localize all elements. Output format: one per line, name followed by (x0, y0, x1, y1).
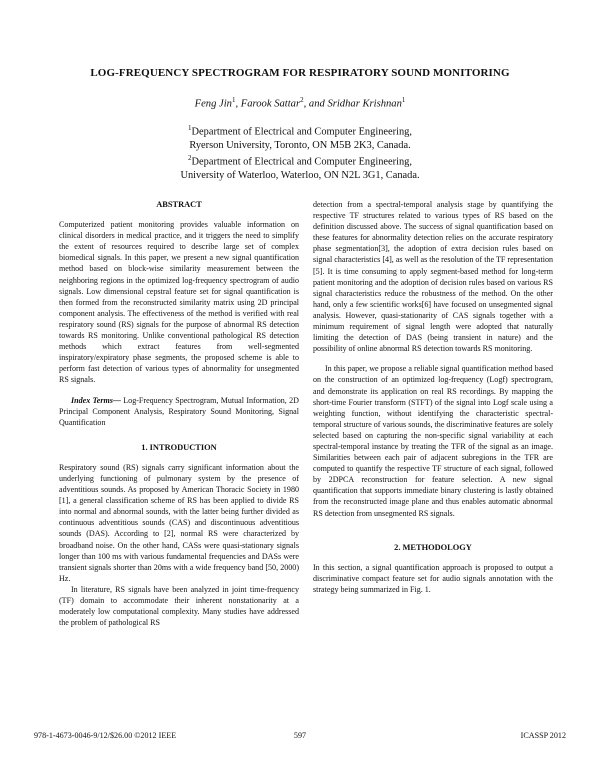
affiliation-block (0, 122, 600, 183)
footer-copyright: 978-1-4673-0046-9/12/$26.00 ©2012 IEEE (34, 731, 177, 740)
author-list (0, 96, 600, 110)
author-affiliation-mark: 1 (231, 96, 236, 104)
intro-paragraph: In literature, RS signals have been analyzed in joint time-frequency (TF) domain to accommodate their inherent nonstationarity at a moderately low computational complexity. Many studies have addressed the problem of pathological RS (59, 584, 299, 628)
affiliation-department: Department of Electrical and Computer Engineering, (191, 156, 412, 168)
methodology-paragraph: In this section, a signal quantification approach is proposed to output a discriminative compact feature set for audio signals annotation with the strategy being summarized in Fig. 1. (313, 562, 553, 594)
author-affiliation-mark: 2 (300, 96, 304, 104)
affiliation-department: Department of Electrical and Computer Engineering, (191, 126, 412, 138)
affiliation-line: University of Waterloo, Waterloo, ON N2L 3G1, Canada. (180, 170, 420, 182)
affiliation-line (0, 152, 600, 169)
author-name: Feng Jin (194, 98, 232, 110)
index-terms (59, 395, 299, 428)
affiliation-mark: 1 (188, 124, 192, 132)
body-paragraph: In this paper, we propose a reliable signal quantification method based on the construction of an optimized log-frequency (Logf) spectrogram, and demonstrate its application on real RS recordings. By mapping the short-time Fourier transform (STFT) of the signal into Logf scale using a weighting function, without identifying the characteristic spectral-temporal structure of various sounds, the discriminative features are solely selected based on capturing the non-specific signal variability at each spectral-temporal instance by treating the TFR of the signal as an image. Similarities between each pair of adjacent subregions in the TFR are computed to quantify the respective TF structure of each signal, followed by 2DPCA reconstruction for feature selection. A new signal quantification that supports immediate binary clustering is lastly obtained from the reconstructed image plane and thus enables automatic abnormal RS detection from unsegmented RS signals. (313, 364, 553, 518)
right-column (313, 199, 553, 595)
affiliation-line (0, 122, 600, 139)
author-separator: , and (303, 98, 328, 110)
author-name: Farook Sattar (240, 98, 301, 110)
body-paragraph: detection from a spectral-temporal analysis stage by quantifying the respective TF structures related to various types of RS based on the definition discussed above. The success of signal quantification based on these features for abnormality detection relies on the accurate respiratory phase segmentation[3], the adoption of extra decision rules based on signal characteristics [4], as well as the resolution of the TF representation [5]. It is time consuming to apply segment-based method for long-term patient monitoring and the adoption of decision rules based on various RS signal characteristics reduce the robustness of the method. On the other hand, only a few scientific works[6] have focused on unsegmented signal analysis. However, quasi-stationarity of CAS signals together with a minimum requirement of signal length were adopted that naturally limiting the detection of DAS (being transient in nature) and the possibility of online abnormal RS detection towards RS monitoring. (313, 200, 553, 354)
abstract-heading: ABSTRACT (156, 200, 202, 209)
abstract-text: Computerized patient monitoring provides valuable information on clinical disorders in medical practice, and it triggers the need to simplify the extent of resources required to describe large set of complex biomedical signals. In this paper, we present a new signal quantification method based on block-wise similarity measurement between the neighboring regions in the optimized log-frequency spectrogram of audio signals. Low dimensional cepstral feature set for signal quantification is then formed from the reconstructed similarity matrix using 2D principal component analysis. The effectiveness of the method is verified with real respiratory sound (RS) signals for the purpose of abnormal RS detection towards RS monitoring. Unlike conventional pathological RS detection methods which extract features from well-segmented inspiratory/expiratory phase segments, the proposed scheme is able to perform fast detection of various types of abnormality for unsegmented RS signals. (59, 220, 299, 385)
author-name: Sridhar Krishnan (327, 98, 402, 110)
intro-paragraph: Respiratory sound (RS) signals carry significant information about the underlying functioning of pulmonary system by the presence of adventitious sounds. As proposed by American Thoracic Society in 1980 [1], a general classification scheme of RS has been applied to divide RS into normal and abnormal sounds, with the latter being further divided as continuous adventitious sounds (CAS) and discontinuous adventitious sounds (DAS). According to [2], normal RS were characterized by broadband noise. On the other hand, CASs were quasi-stationary signals longer than 100 ms with various fundamental frequencies and DASs were transient signals shorter than 20ms with a wide frequency band [50, 2000) Hz. (59, 462, 299, 583)
methodology-heading: 2. METHODOLOGY (394, 542, 472, 552)
footer-conference: ICASSP 2012 (520, 731, 566, 740)
affiliation-mark: 2 (188, 154, 192, 163)
paper-title: LOG-FREQUENCY SPECTROGRAM FOR RESPIRATORY SOUND MONITORING (90, 67, 510, 79)
index-terms-label: Index Terms— (71, 395, 121, 405)
index-terms-text: Log-Frequency Spectrogram, Mutual Information, 2D Principal Component Analysis, Respiratory Sound Monitoring, Signal Quantification (59, 395, 299, 427)
left-column (59, 199, 299, 628)
author-affiliation-mark: 1 (401, 96, 406, 104)
intro-heading: 1. INTRODUCTION (141, 442, 217, 452)
page-number: 597 (293, 731, 307, 740)
affiliation-line: Ryerson University, Toronto, ON M5B 2K3, Canada. (189, 139, 411, 151)
author-separator: , (235, 98, 241, 110)
